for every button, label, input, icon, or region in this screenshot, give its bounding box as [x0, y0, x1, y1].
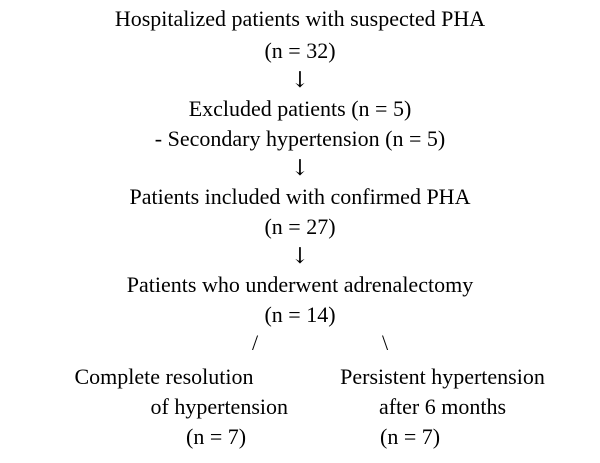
branch-right-connector: \	[382, 330, 389, 355]
outcome-right-count: (n = 7)	[380, 424, 441, 449]
down-arrow-icon: ↓	[290, 244, 310, 269]
outcome-right-line2: after 6 months	[378, 394, 507, 419]
step2-detail: - Secondary hypertension (n = 5)	[154, 126, 446, 151]
outcome-left-count: (n = 7)	[186, 424, 247, 449]
down-arrow-icon: ↓	[290, 156, 310, 181]
step4-title: Patients who underwent adrenalectomy	[126, 272, 474, 297]
step1-count: (n = 32)	[264, 38, 336, 63]
step1-title: Hospitalized patients with suspected PHA	[114, 6, 486, 31]
step3-title: Patients included with confirmed PHA	[129, 184, 471, 209]
outcome-right-line1: Persistent hypertension	[340, 364, 545, 389]
step3-count: (n = 27)	[264, 214, 336, 239]
outcome-left-line1: Complete resolution	[74, 364, 254, 389]
outcome-left-line2: of hypertension	[150, 394, 288, 419]
step2-title: Excluded patients (n = 5)	[188, 96, 412, 121]
branch-left-connector: /	[252, 330, 259, 355]
down-arrow-icon: ↓	[290, 68, 310, 93]
step4-count: (n = 14)	[264, 302, 336, 327]
